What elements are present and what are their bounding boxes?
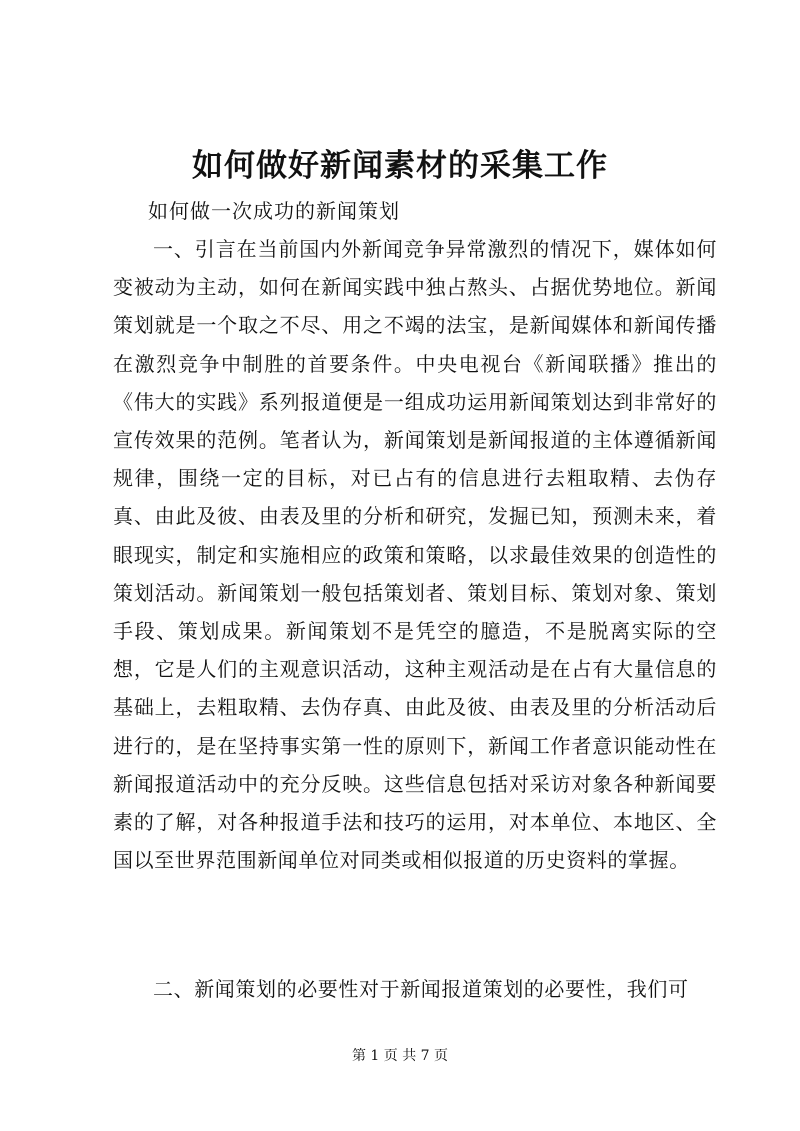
document-title: 如何做好新闻素材的采集工作 (192, 148, 608, 184)
paragraph-2: 二、新闻策划的必要性对于新闻报道策划的必要性，我们可 (153, 977, 689, 1001)
page-footer: 第 1 页 共 7 页 (351, 1048, 449, 1064)
document-subtitle: 如何做一次成功的新闻策划 (148, 199, 400, 223)
paragraph-1: 一、引言在当前国内外新闻竞争异常激烈的情况下，媒体如何变被动为主动，如何在新闻实践中独占熬头、占据优势地位。新闻策划就是一个取之不尽、用之不竭的法宝，是新闻媒体和新闻传播在激烈竞争中制胜的首要条件。中央电视台《新闻联播》推出的《伟大的实践》系列报道便是一组成功运用新闻策划达到非常好的宣传效果的范例。笔者认为，新闻策划是新闻报道的主体遵循新闻规律，围绕一定的目标，对已占有的信息进行去粗取精、去伪存真、由此及彼、由表及里的分析和研究，发掘已知，预测未来，着眼现实，制定和实施相应的政策和策略，以求最佳效果的创造性的策划活动。新闻策划一般包括策划者、策划目标、策划对象、策划手段、策划成果。新闻策划不是凭空的臆造，不是脱离实际的空想，它是人们的主观意识活动，这种主观活动是在占有大量信息的基础上，去粗取精、去伪存真、由此及彼、由表及里的分析活动后进行的，是在坚持事实第一性的原则下，新闻工作者意识能动性在新闻报道活动中的充分反映。这些信息包括对采访对象各种新闻要素的了解，对各种报道手法和技巧的运用，对本单位、本地区、全国以至世界范围新闻单位对同类或相似报道的历史资料的掌握。 (113, 237, 717, 873)
